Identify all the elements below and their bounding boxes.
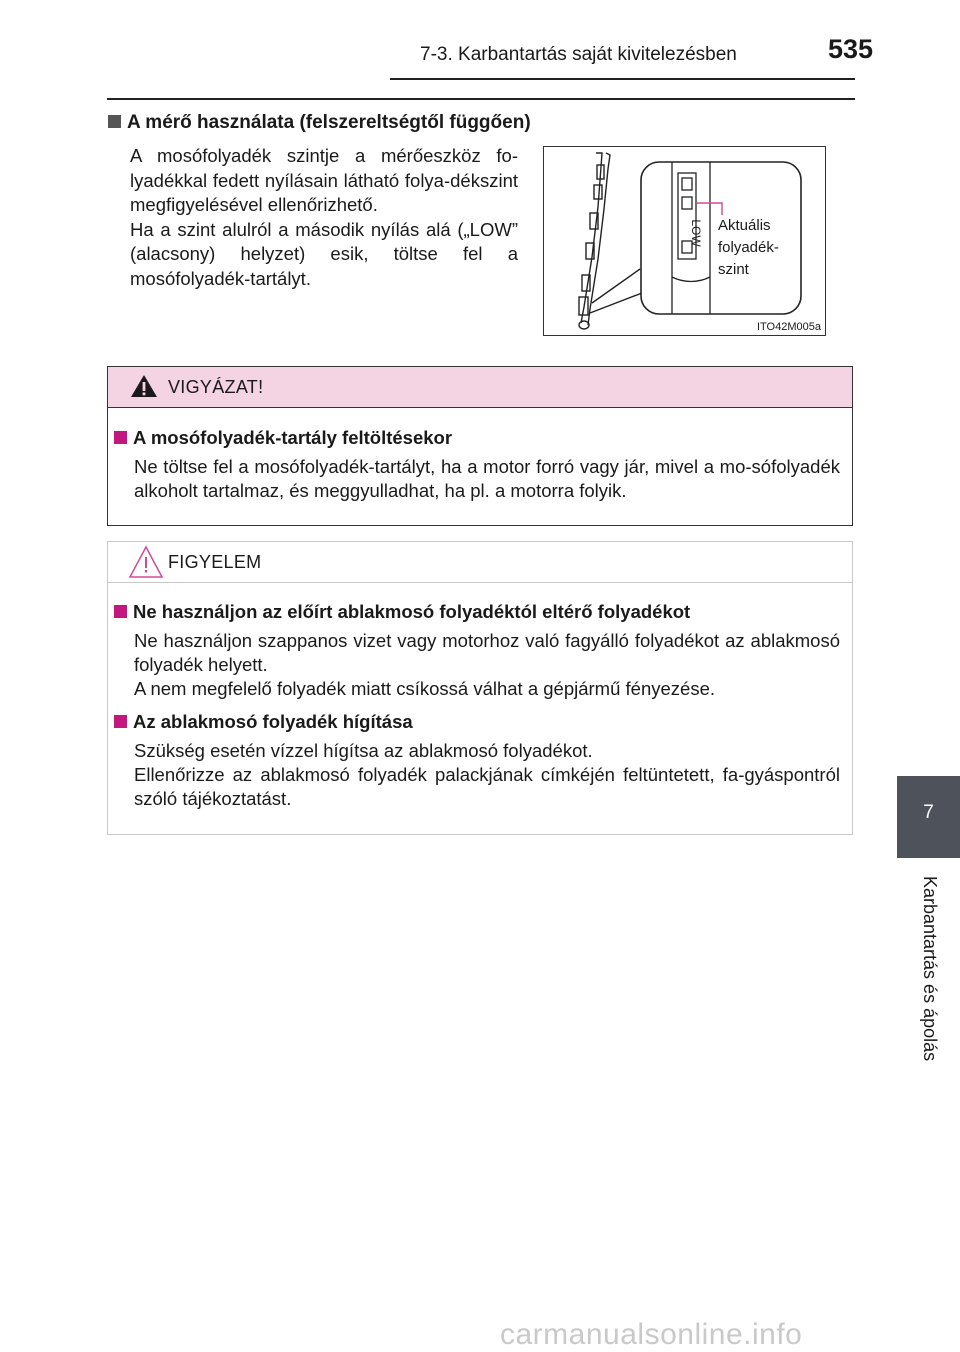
warning-item-paragraph: Ne töltse fel a mosófolyadék-tartályt, ha a motor forró vagy jár, mivel a mo-sófolyadék alkoholt tartalmaz, és meggyulladhat, ha pl. a motorra folyik. (134, 456, 840, 501)
warning-box (107, 366, 853, 526)
intro-paragraph: A mosófolyadék szintje a mérőeszköz fo-lyadékkal fedett nyílásain látható folya-dékszint megfigyelésével ellenőrizhető. (130, 145, 518, 215)
chapter-tab[interactable] (897, 776, 960, 858)
notice-box (107, 541, 853, 835)
chapter-title: Karbantartás és ápolás (920, 876, 940, 1062)
notice-item-text (134, 739, 840, 811)
low-marking: LOW (689, 219, 703, 247)
dipstick-figure (543, 146, 826, 336)
notice-item-heading-text: Ne használjon az előírt ablakmosó folyadéktól eltérő folyadékot (133, 601, 691, 622)
notice-item-paragraph: Ne használjon szappanos vizet vagy motorhoz való fagyálló folyadékot az ablakmosó folyadék helyett. (134, 630, 840, 675)
warning-item-heading (114, 427, 452, 449)
callout-line: Aktuális (718, 217, 771, 234)
intro-paragraph: Ha a szint alulról a második nyílás alá („LOW” (alacsony) helyzet) esik, töltse fel a mosófolyadék-tartályt. (130, 218, 518, 289)
notice-item-text (134, 629, 840, 701)
chapter-number: 7 (923, 802, 934, 823)
notice-item-paragraph: Szükség esetén vízzel hígítsa az ablakmosó folyadékot. (134, 740, 593, 761)
section-heading (108, 112, 531, 134)
header-divider (390, 78, 855, 80)
dipstick-illustration (544, 147, 827, 337)
notice-item-heading-text: Az ablakmosó folyadék hígítása (133, 711, 413, 732)
notice-item-heading (114, 711, 413, 733)
pink-square-bullet-icon (114, 605, 127, 618)
watermark: carmanualsonline.info (500, 1318, 803, 1351)
page-number: 535 (828, 34, 874, 64)
notice-title: FIGYELEM (168, 552, 262, 572)
notice-item-heading (114, 601, 690, 623)
warning-header (108, 367, 852, 408)
notice-item-paragraph: Ellenőrizze az ablakmosó folyadék palackjának címkéjén feltüntetett, fa-gyáspontról szóló tájékoztatást. (134, 764, 840, 809)
section-heading-text: A mérő használata (felszereltségtől függően) (127, 112, 531, 133)
intro-text (130, 144, 518, 291)
warning-item-heading-text: A mosófolyadék-tartály feltöltésekor (133, 427, 453, 448)
figure-callout-label (718, 215, 779, 281)
warning-item-text (134, 455, 840, 503)
warning-title: VIGYÁZAT! (168, 377, 264, 397)
notice-item-paragraph: A nem megfelelő folyadék miatt csíkossá válhat a gépjármű fényezése. (134, 678, 715, 699)
notice-header (108, 542, 852, 583)
figure-code: ITO42M005a (756, 321, 821, 333)
pink-square-bullet-icon (114, 431, 127, 444)
square-bullet-icon (108, 115, 121, 128)
chapter-header-title: 7-3. Karbantartás saját kivitelezésben (420, 44, 737, 65)
callout-line: folyadék- (718, 239, 779, 256)
pink-square-bullet-icon (114, 715, 127, 728)
content-top-divider (107, 98, 855, 100)
caution-triangle-icon (128, 544, 164, 580)
warning-triangle-icon (130, 373, 158, 399)
callout-line: szint (718, 261, 749, 278)
